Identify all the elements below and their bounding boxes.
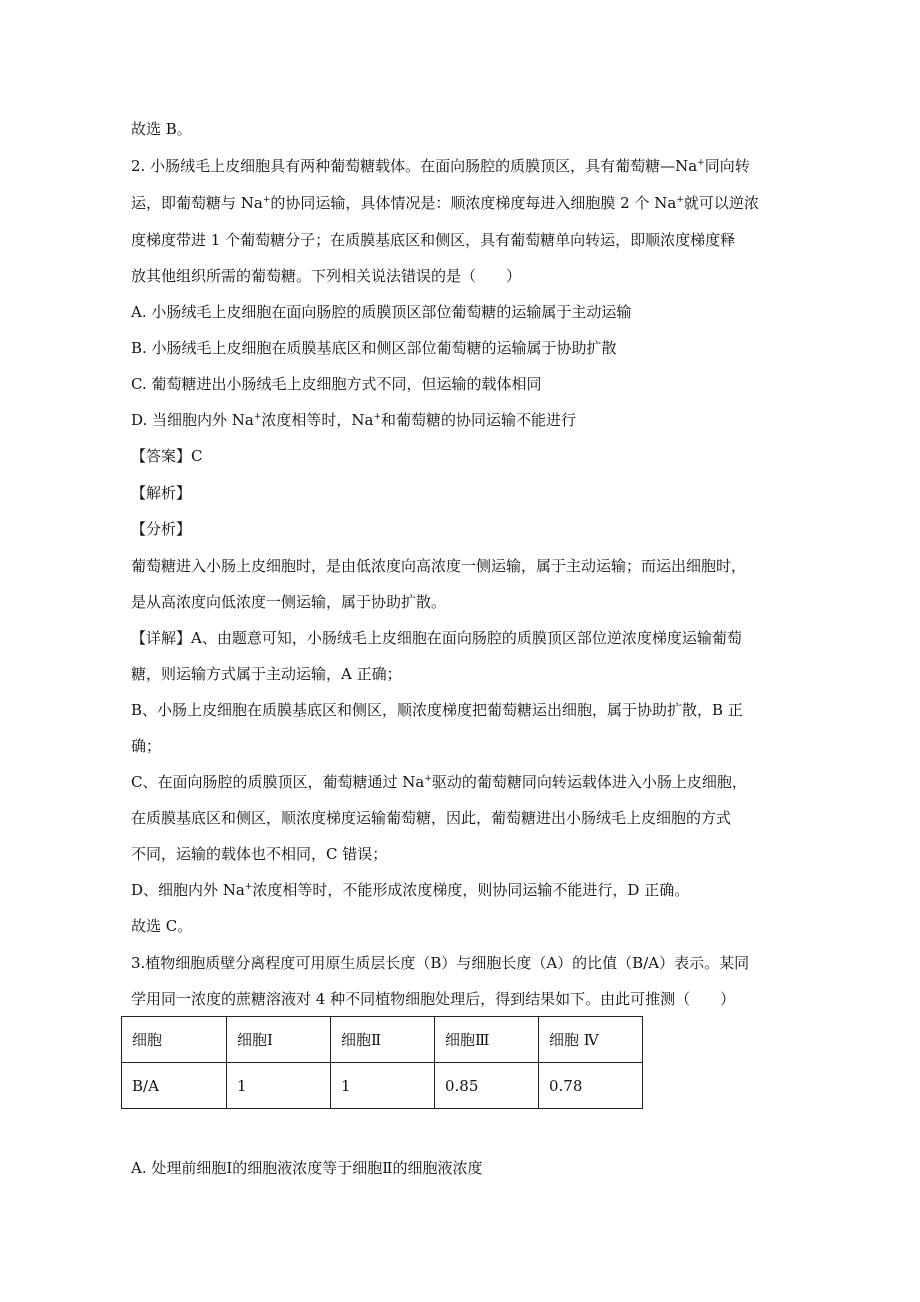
- q2-analysis-line-2: 是从高浓度向低浓度一侧运输，属于协助扩散。: [131, 593, 447, 611]
- q2-stem-line-1: 2. 小肠绒毛上皮细胞具有两种葡萄糖载体。在面向肠腔的质膜顶区，具有葡萄糖—Na+同向转: [131, 157, 750, 175]
- q3-stem-line-1: 3.植物细胞质壁分离程度可用原生质层长度（B）与细胞长度（A）的比值（B/A）表示。某同: [131, 954, 750, 972]
- q2-option-c: C. 葡萄糖进出小肠绒毛上皮细胞方式不同，但运输的载体相同: [131, 375, 542, 393]
- table-header-cell: 细胞Ⅲ: [435, 1017, 539, 1063]
- table-cell: B/A: [122, 1063, 227, 1109]
- q2-option-b: B. 小肠绒毛上皮细胞在质膜基底区和侧区部位葡萄糖的运输属于协助扩散: [131, 339, 617, 357]
- q2-stem-line-2: 运，即葡萄糖与 Na+的协同运输，具体情况是：顺浓度梯度每进入细胞膜 2 个 Na+就可以逆浓: [131, 194, 759, 212]
- q2-fenxi-heading: 【分析】: [131, 520, 192, 538]
- q2-detail-line-4: 确；: [131, 737, 162, 755]
- q2-jiexi-heading: 【解析】: [131, 484, 192, 502]
- table-header-cell: 细胞: [122, 1017, 227, 1063]
- q2-detail-line-8: D、细胞内外 Na+浓度相等时，不能形成浓度梯度，则协同运输不能进行，D 正确。: [131, 881, 690, 899]
- table-row: [122, 1063, 643, 1109]
- q2-analysis-line-1: 葡萄糖进入小肠上皮细胞时，是由低浓度向高浓度一侧运输，属于主动运输；而运出细胞时，: [131, 557, 747, 575]
- q2-stem-line-3: 度梯度带进 1 个葡萄糖分子；在质膜基底区和侧区，具有葡萄糖单向转运，即顺浓度梯度释: [131, 231, 736, 249]
- ba-ratio-table: [121, 1016, 643, 1109]
- q2-detail-line-7: 不同，运输的载体也不相同，C 错误；: [131, 845, 388, 863]
- table-header-cell: 细胞 Ⅳ: [539, 1017, 643, 1063]
- q2-detail-line-6: 在质膜基底区和侧区，顺浓度梯度运输葡萄糖，因此，葡萄糖进出小肠绒毛上皮细胞的方式: [131, 809, 732, 827]
- table-cell: 1: [331, 1063, 435, 1109]
- q3-option-a: A. 处理前细胞Ⅰ的细胞液浓度等于细胞Ⅱ的细胞液浓度: [131, 1159, 483, 1177]
- q2-conclusion: 故选 C。: [131, 917, 193, 935]
- q3-stem-line-2: 学用同一浓度的蔗糖溶液对 4 种不同植物细胞处理后，得到结果如下。由此可推测（ ）: [131, 990, 736, 1008]
- q1-conclusion: 故选 B。: [131, 120, 192, 138]
- table-header-row: [122, 1017, 643, 1063]
- table-cell: 1: [227, 1063, 331, 1109]
- table-header-cell: 细胞Ⅰ: [227, 1017, 331, 1063]
- q2-detail-line-2: 糖，则运输方式属于主动运输，A 正确；: [131, 665, 402, 683]
- q2-detail-line-3: B、小肠上皮细胞在质膜基底区和侧区，顺浓度梯度把葡萄糖运出细胞，属于协助扩散，B 正: [131, 701, 743, 719]
- q2-answer: 【答案】C: [131, 447, 203, 465]
- table-cell: 0.78: [539, 1063, 643, 1109]
- q2-option-a: A. 小肠绒毛上皮细胞在面向肠腔的质膜顶区部位葡萄糖的运输属于主动运输: [131, 303, 632, 321]
- q2-detail-line-5: C、在面向肠腔的质膜顶区，葡萄糖通过 Na+驱动的葡萄糖同向转运载体进入小肠上皮细胞，: [131, 773, 747, 791]
- q2-stem-line-4: 放其他组织所需的葡萄糖。下列相关说法错误的是（ ）: [131, 267, 522, 285]
- q2-option-d: D. 当细胞内外 Na+浓度相等时，Na+和葡萄糖的协同运输不能进行: [131, 411, 577, 429]
- table-header-cell: 细胞Ⅱ: [331, 1017, 435, 1063]
- q2-detail-line-1: 【详解】A、由题意可知，小肠绒毛上皮细胞在面向肠腔的质膜顶区部位逆浓度梯度运输葡萄: [131, 629, 742, 647]
- table-cell: 0.85: [435, 1063, 539, 1109]
